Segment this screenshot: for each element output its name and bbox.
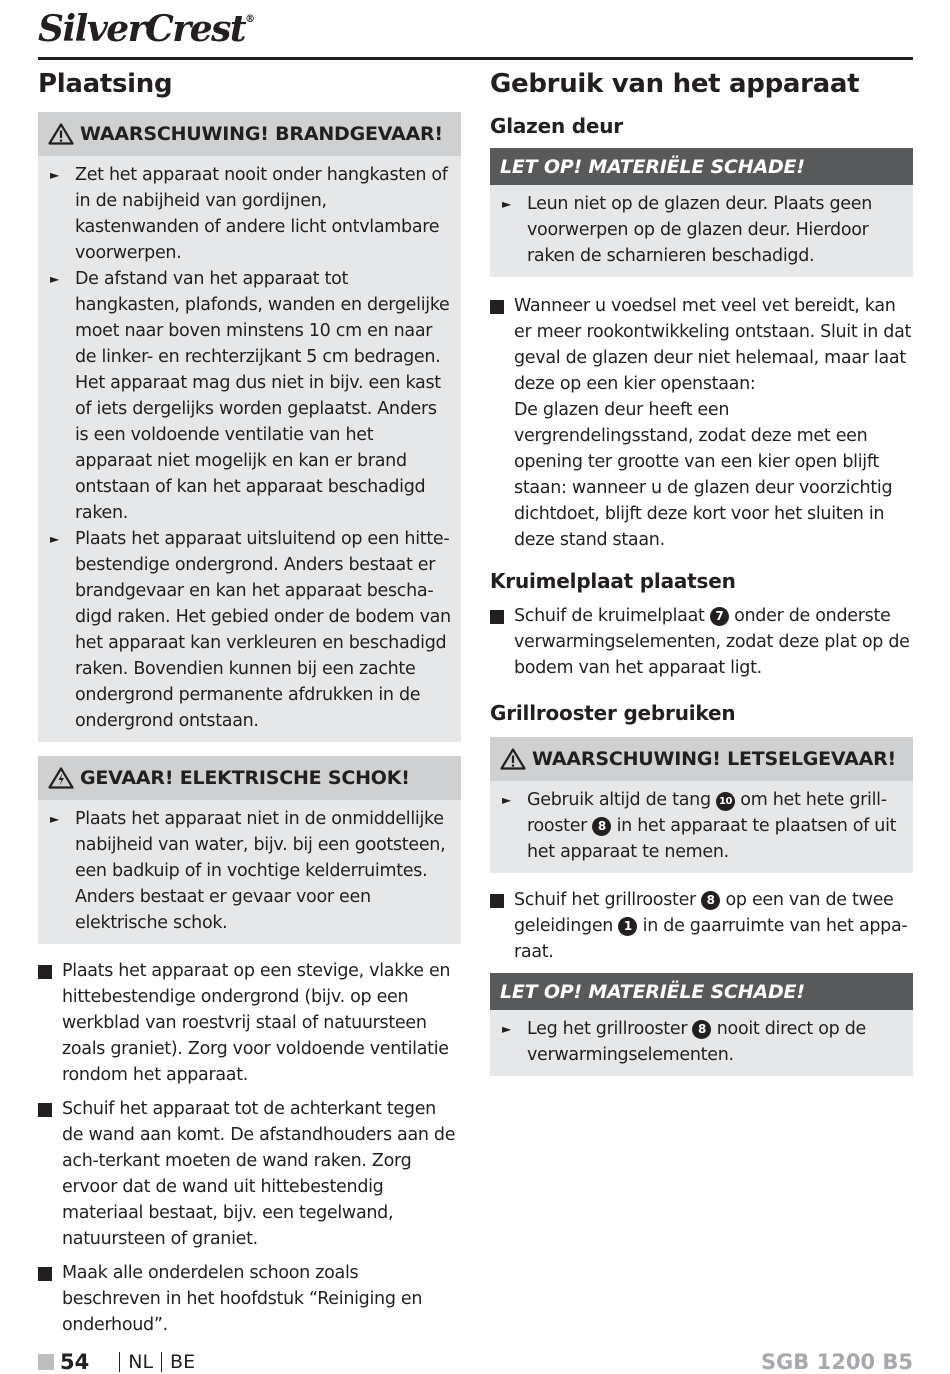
text-part: in de gaarruimte van het appa-raat. [514, 916, 908, 962]
list-item-text: Schuif het apparaat tot de achterkant tegen de wand aan komt. De afstandhouders aan de ach-terkant moeten de wand raken. Zorg ervoor dat de wand uit hittebestendig materiaal bestaat, bijv. een tegelwand, natuursteen of graniet. [62, 1099, 456, 1249]
warning-header [490, 737, 913, 781]
part-number-badge: 1 [618, 917, 637, 936]
list-item [500, 1016, 903, 1068]
subsection-title: Glazen deur [490, 114, 623, 138]
arrow-bullet-icon: ► [502, 1022, 511, 1036]
language-be: BE [170, 1351, 196, 1373]
right-column [490, 66, 913, 1090]
left-column [38, 66, 461, 1346]
list-item-text-a: Wanneer u voedsel met veel vet bereidt, kan er meer rookontwikkeling ontstaan. Sluit in dat geval de glazen deur niet helemaal, maar laat deze op een kier openstaan: [514, 296, 912, 394]
warning-header [38, 112, 461, 156]
square-bullet-icon [490, 887, 514, 965]
warning-triangle-icon [48, 123, 74, 145]
list-item-text: Plaats het apparaat niet in de onmiddellijke nabijheid van water, bijv. bij een gootsteen, een badkuip of in vochtige kelderruimtes. Anders bestaat er gevaar voor een elektrische schok. [75, 809, 446, 933]
text-part: nooit direct op de verwarmingselementen. [527, 1019, 866, 1065]
section-title-plaatsing: Plaatsing [38, 69, 173, 99]
caution-heading: LET OP! MATERIËLE SCHADE! [500, 980, 805, 1003]
text-part: onder de onderste verwarmingselementen, zodat deze plat op de bodem van het apparaat ligt. [514, 606, 910, 678]
list-item-text-b: De glazen deur heeft een vergrendelingsstand, zodat deze met een opening ter grootte van een kier open blijft staan: wanneer u de glazen deur voorzichtig dichtdoet, blijft deze kort voor het sluiten in deze stand staan. [514, 400, 893, 550]
section-title-gebruik: Gebruik van het apparaat [490, 69, 860, 99]
warning-heading: WAARSCHUWING! BRANDGEVAAR! [80, 123, 443, 145]
caution-box [490, 148, 913, 277]
list-item [38, 958, 461, 1088]
arrow-bullet-icon: ► [50, 168, 59, 182]
page-header [38, 6, 913, 60]
square-bullet-icon [38, 1096, 62, 1252]
warning-box-injury [490, 737, 913, 873]
footer-square-icon [38, 1354, 54, 1370]
caution-header [490, 148, 913, 185]
subsection-title: Grillrooster gebruiken [490, 701, 736, 725]
divider [119, 1352, 120, 1372]
square-bullet-icon [38, 958, 62, 1088]
list-item-text: Zet het apparaat nooit onder hangkasten of in de nabijheid van gordijnen, kastenwanden of andere licht ontvlambare voorwerpen. [75, 165, 448, 263]
page-footer [38, 1348, 913, 1374]
list-item [38, 1260, 461, 1338]
list-item [490, 603, 913, 681]
square-bullet-icon [490, 603, 514, 681]
list-item-text: Leun niet op de glazen deur. Plaats geen voorwerpen op de glazen deur. Hierdoor raken de scharnieren beschadigd. [527, 194, 873, 266]
square-bullet-icon [38, 1260, 62, 1338]
arrow-bullet-icon: ► [502, 793, 511, 807]
caution-header [490, 973, 913, 1010]
list-item-text [514, 603, 913, 681]
text-part: om het hete grill-rooster [527, 790, 887, 836]
list-item-text: Maak alle onderdelen schoon zoals beschreven in het hoofdstuk “Reiniging en onderhoud”. [62, 1263, 423, 1335]
list-item-text [514, 293, 913, 553]
list-item-text: Plaats het apparaat op een stevige, vlakke en hittebestendige ondergrond (bijv. op een werkblad van roestvrij staal of natuursteen zoals graniet). Zorg voor voldoende ventilatie rondom het apparaat. [62, 961, 451, 1085]
instruction-list [38, 958, 461, 1338]
list-item [48, 806, 451, 936]
divider [161, 1352, 162, 1372]
registered-mark: ® [245, 14, 254, 25]
text-part: op een van de twee geleidingen [514, 890, 894, 936]
part-number-badge: 8 [692, 1020, 711, 1039]
text-part: Schuif de kruimelplaat [514, 606, 705, 626]
list-item-text [527, 1016, 903, 1068]
warning-box-fire [38, 112, 461, 742]
list-item [490, 887, 913, 965]
warning-box-electric [38, 756, 461, 944]
warning-triangle-icon [48, 767, 74, 789]
text-part: in het apparaat te plaatsen of uit het apparaat te nemen. [527, 816, 897, 862]
list-item [38, 1096, 461, 1252]
list-item [500, 787, 903, 865]
subsection-title: Kruimelplaat plaatsen [490, 569, 736, 593]
warning-heading: GEVAAR! ELEKTRISCHE SCHOK! [80, 767, 410, 789]
list-item-text: De afstand van het apparaat tot hangkasten, plafonds, wanden en dergelijke moet naar boven minstens 10 cm en naar de linker- en rechterzijkant 5 cm bedragen. Het apparaat mag dus niet in bijv. een kast of iets dergelijks worden geplaatst. Anders is een voldoende ventilatie van het apparaat niet mogelijk en kan er brand ontstaan of kan het apparaat beschadigd raken. [75, 269, 450, 523]
brand-logo [38, 8, 254, 50]
text-part: Leg het grillrooster [527, 1019, 688, 1039]
warning-header [38, 756, 461, 800]
caution-box [490, 973, 913, 1076]
part-number-badge: 8 [701, 891, 720, 910]
text-part: Schuif het grillrooster [514, 890, 696, 910]
list-item [500, 191, 903, 269]
list-item-text: Plaats het apparaat uitsluitend op een hitte-bestendige ondergrond. Anders bestaat er brandgevaar en kan het apparaat bescha-digd raken. Het gebied onder de bodem van het apparaat kan verkleuren en beschadigd raken. Bovendien kunnen bij een zachte ondergrond permanente afdrukken in de ondergrond ontstaan. [75, 529, 451, 731]
list-item-text [527, 787, 903, 865]
model-number: SGB 1200 B5 [760, 1350, 913, 1374]
arrow-bullet-icon: ► [50, 532, 59, 546]
part-number-badge: 7 [710, 607, 729, 626]
language-nl: NL [128, 1351, 154, 1373]
list-item-text [514, 887, 913, 965]
part-number-badge: 10 [716, 792, 735, 811]
list-item [48, 162, 451, 266]
warning-heading: WAARSCHUWING! LETSELGEVAAR! [532, 748, 897, 770]
text-part: Gebruik altijd de tang [527, 790, 711, 810]
list-item [48, 526, 451, 734]
part-number-badge: 8 [592, 817, 611, 836]
page-number: 54 [60, 1350, 90, 1374]
caution-heading: LET OP! MATERIËLE SCHADE! [500, 155, 805, 178]
list-item [490, 293, 913, 553]
list-item [48, 266, 451, 526]
arrow-bullet-icon: ► [50, 272, 59, 286]
brand-logo-text: SilverCrest [38, 8, 246, 50]
square-bullet-icon [490, 293, 514, 553]
warning-triangle-icon [500, 748, 526, 770]
arrow-bullet-icon: ► [502, 197, 511, 211]
arrow-bullet-icon: ► [50, 812, 59, 826]
